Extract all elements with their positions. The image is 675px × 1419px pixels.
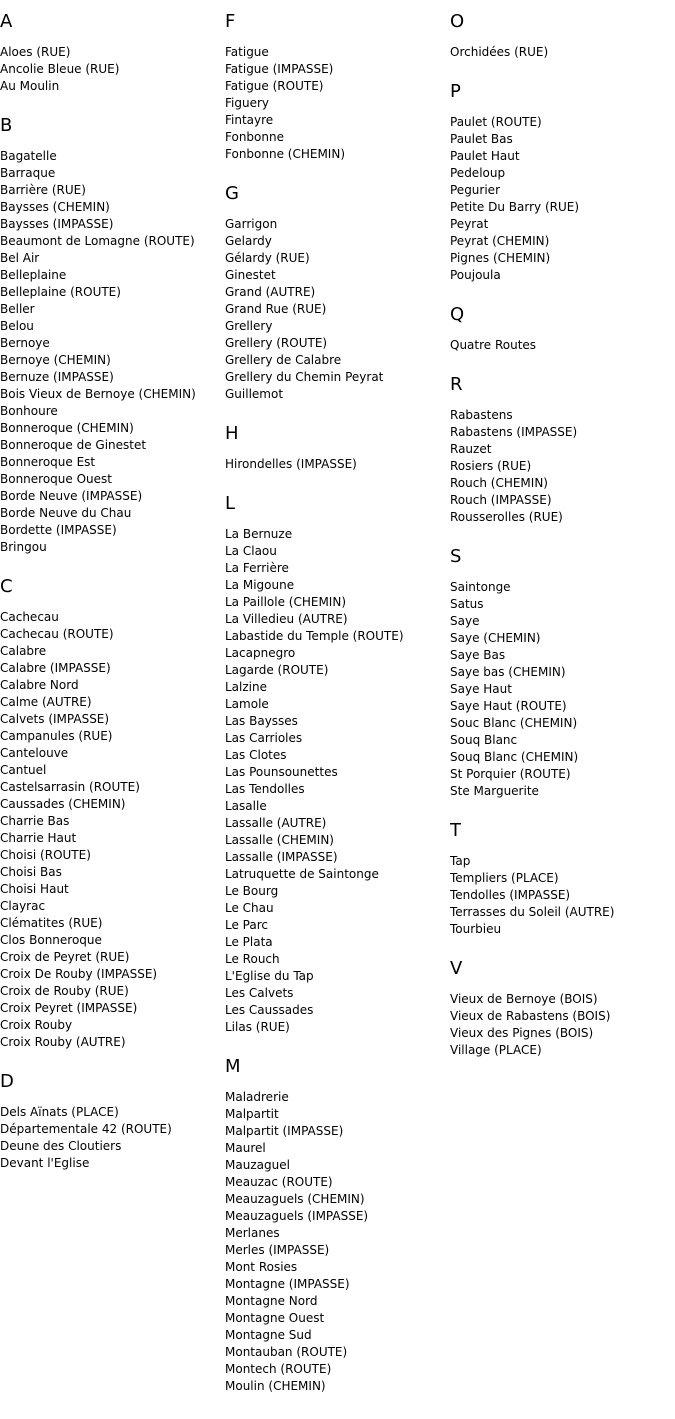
street-link[interactable]: Templiers (PLACE)	[450, 871, 559, 885]
street-link[interactable]: Les Calvets	[225, 986, 294, 1000]
street-link[interactable]: Saye bas (CHEMIN)	[450, 665, 566, 679]
street-link[interactable]: Barrière (RUE)	[0, 183, 86, 197]
letter-heading: D	[0, 1071, 14, 1092]
street-link[interactable]: Guillemot	[225, 387, 284, 401]
street-link[interactable]: Souc Blanc (CHEMIN)	[450, 716, 578, 730]
letter-group	[0, 12, 222, 95]
street-link[interactable]: Bel Air	[0, 251, 40, 265]
street-list	[450, 44, 672, 61]
street-link[interactable]: Saye Haut	[450, 682, 512, 696]
street-link[interactable]: Mauzaguel	[225, 1158, 290, 1172]
letter-group	[450, 82, 672, 284]
street-column-2	[225, 12, 447, 1416]
street-link[interactable]: Fonbonne	[225, 130, 284, 144]
street-column-3	[450, 12, 672, 1080]
street-link[interactable]: Montagne Sud	[225, 1328, 312, 1342]
street-link[interactable]: La Claou	[225, 544, 277, 558]
street-list	[225, 1089, 447, 1395]
street-link[interactable]: Rousserolles (RUE)	[450, 510, 563, 524]
street-link[interactable]: Malpartit	[225, 1107, 279, 1121]
street-list	[225, 526, 447, 1036]
street-link[interactable]: Cachecau	[0, 610, 59, 624]
street-link[interactable]: La Villedieu (AUTRE)	[225, 612, 348, 626]
street-link[interactable]: Grellery de Calabre	[225, 353, 342, 367]
street-link[interactable]: Clos Bonneroque	[0, 933, 102, 947]
street-link[interactable]: Pignes (CHEMIN)	[450, 251, 551, 265]
letter-heading: H	[225, 423, 239, 444]
street-link[interactable]: Ancolie Bleue (RUE)	[0, 62, 120, 76]
street-list	[450, 579, 672, 800]
street-link[interactable]: Meauzaguels (IMPASSE)	[225, 1209, 369, 1223]
street-link[interactable]: Bernuze (IMPASSE)	[0, 370, 114, 384]
street-link[interactable]: Rouch (IMPASSE)	[450, 493, 552, 507]
street-link[interactable]: Lassalle (AUTRE)	[225, 816, 327, 830]
street-link[interactable]: Croix de Peyret (RUE)	[0, 950, 130, 964]
letter-group	[450, 305, 672, 354]
street-link[interactable]: Au Moulin	[0, 79, 60, 93]
street-link[interactable]: Calabre Nord	[0, 678, 79, 692]
street-link[interactable]: Rabastens (IMPASSE)	[450, 425, 578, 439]
street-link[interactable]: Vieux de Bernoye (BOIS)	[450, 992, 598, 1006]
street-link[interactable]: Paulet (ROUTE)	[450, 115, 542, 129]
street-link[interactable]: Beller	[0, 302, 35, 316]
letter-group	[225, 1057, 447, 1395]
street-link[interactable]: St Porquier (ROUTE)	[450, 767, 571, 781]
street-link[interactable]: Satus	[450, 597, 484, 611]
street-list	[450, 991, 672, 1059]
street-link[interactable]: Vieux des Pignes (BOIS)	[450, 1026, 594, 1040]
street-link[interactable]: Paulet Bas	[450, 132, 513, 146]
street-link[interactable]: Tourbieu	[450, 922, 502, 936]
street-list	[225, 44, 447, 163]
street-link[interactable]: Lasalle	[225, 799, 267, 813]
street-link[interactable]: Labastide du Temple (ROUTE)	[225, 629, 404, 643]
street-link[interactable]: Croix de Rouby (RUE)	[0, 984, 129, 998]
street-link[interactable]: Lalzine	[225, 680, 267, 694]
street-list	[450, 407, 672, 526]
street-link[interactable]: Las Pounsounettes	[225, 765, 338, 779]
letter-group	[225, 424, 447, 473]
street-link[interactable]: Saye (CHEMIN)	[450, 631, 541, 645]
street-link[interactable]: Barraque	[0, 166, 56, 180]
street-list	[225, 216, 447, 403]
street-link[interactable]: Choisi Bas	[0, 865, 62, 879]
street-link[interactable]: Charrie Haut	[0, 831, 77, 845]
street-link[interactable]: Lacapnegro	[225, 646, 296, 660]
letter-group	[450, 959, 672, 1059]
letter-group	[450, 12, 672, 61]
street-link[interactable]: La Bernuze	[225, 527, 293, 541]
street-link[interactable]: Gélardy (RUE)	[225, 251, 310, 265]
street-link[interactable]: Aloes (RUE)	[0, 45, 71, 59]
street-link[interactable]: Fatigue (ROUTE)	[225, 79, 324, 93]
street-link[interactable]: Tap	[450, 854, 471, 868]
street-link[interactable]: Lamole	[225, 697, 269, 711]
street-link[interactable]: Mont Rosies	[225, 1260, 298, 1274]
street-link[interactable]: Départementale 42 (ROUTE)	[0, 1122, 172, 1136]
letter-group	[0, 116, 222, 556]
street-link[interactable]: Caussades (CHEMIN)	[0, 797, 126, 811]
street-link[interactable]: Le Plata	[225, 935, 273, 949]
street-link[interactable]: Maladrerie	[225, 1090, 289, 1104]
street-link[interactable]: L'Eglise du Tap	[225, 969, 314, 983]
letter-heading: G	[225, 183, 239, 204]
street-link[interactable]: La Paillole (CHEMIN)	[225, 595, 346, 609]
street-list	[450, 114, 672, 284]
street-link[interactable]: Le Chau	[225, 901, 274, 915]
street-link[interactable]: Calvets (IMPASSE)	[0, 712, 110, 726]
street-link[interactable]: Bonneroque (CHEMIN)	[0, 421, 134, 435]
street-column-1	[0, 12, 222, 1193]
letter-heading: L	[225, 493, 236, 514]
street-link[interactable]: Lassalle (CHEMIN)	[225, 833, 334, 847]
street-link[interactable]: Beaumont de Lomagne (ROUTE)	[0, 234, 195, 248]
street-link[interactable]: Lilas (RUE)	[225, 1020, 290, 1034]
letter-group	[225, 12, 447, 163]
street-link[interactable]: Paulet Haut	[450, 149, 520, 163]
street-link[interactable]: Ste Marguerite	[450, 784, 539, 798]
street-link[interactable]: Cantuel	[0, 763, 47, 777]
street-link[interactable]: Clématites (RUE)	[0, 916, 103, 930]
street-link[interactable]: Bringou	[0, 540, 47, 554]
street-list	[450, 853, 672, 938]
street-link[interactable]: Latruquette de Saintonge	[225, 867, 379, 881]
street-link[interactable]: Tendolles (IMPASSE)	[450, 888, 571, 902]
street-link[interactable]: Village (PLACE)	[450, 1043, 542, 1057]
street-link[interactable]: Grellery (ROUTE)	[225, 336, 328, 350]
street-link[interactable]: Calabre	[0, 644, 47, 658]
street-link[interactable]: Montauban (ROUTE)	[225, 1345, 348, 1359]
letter-heading: B	[0, 115, 13, 136]
street-link[interactable]: Bois Vieux de Bernoye (CHEMIN)	[0, 387, 196, 401]
street-link[interactable]: Montagne Nord	[225, 1294, 318, 1308]
street-link[interactable]: Belleplaine (ROUTE)	[0, 285, 121, 299]
street-link[interactable]: Belleplaine	[0, 268, 67, 282]
letter-group	[450, 821, 672, 938]
street-link[interactable]: Campanules (RUE)	[0, 729, 113, 743]
letter-group	[225, 184, 447, 403]
street-link[interactable]: Calme (AUTRE)	[0, 695, 92, 709]
street-link[interactable]: Bonneroque Ouest	[0, 472, 112, 486]
street-list	[0, 609, 222, 1051]
street-link[interactable]: Bonhoure	[0, 404, 58, 418]
letter-heading: O	[450, 11, 465, 32]
street-link[interactable]: Montagne Ouest	[225, 1311, 325, 1325]
street-link[interactable]: Grand (AUTRE)	[225, 285, 316, 299]
street-link[interactable]: Quatre Routes	[450, 338, 537, 352]
street-link[interactable]: Peyrat (CHEMIN)	[450, 234, 550, 248]
street-link[interactable]: Bonneroque de Ginestet	[0, 438, 147, 452]
street-link[interactable]: Figuery	[225, 96, 270, 110]
street-link[interactable]: Terrasses du Soleil (AUTRE)	[450, 905, 615, 919]
street-link[interactable]: Ginestet	[225, 268, 276, 282]
street-link[interactable]: Montech (ROUTE)	[225, 1362, 332, 1376]
street-link[interactable]: Las Carrioles	[225, 731, 303, 745]
street-link[interactable]: Croix Rouby	[0, 1018, 73, 1032]
letter-heading: R	[450, 374, 463, 395]
letter-heading: C	[0, 576, 13, 597]
letter-heading: P	[450, 81, 461, 102]
street-link[interactable]: Baysses (CHEMIN)	[0, 200, 110, 214]
street-link[interactable]: Las Clotes	[225, 748, 287, 762]
street-link[interactable]: Orchidées (RUE)	[450, 45, 549, 59]
street-link[interactable]: Hirondelles (IMPASSE)	[225, 457, 357, 471]
street-link[interactable]: Baysses (IMPASSE)	[0, 217, 114, 231]
letter-heading: V	[450, 958, 463, 979]
street-link[interactable]: Les Caussades	[225, 1003, 314, 1017]
street-link[interactable]: Rosiers (RUE)	[450, 459, 532, 473]
letter-group	[0, 1072, 222, 1172]
street-link[interactable]: Croix Rouby (AUTRE)	[0, 1035, 126, 1049]
street-link[interactable]: Poujoula	[450, 268, 501, 282]
street-link[interactable]: Pegurier	[450, 183, 500, 197]
street-link[interactable]: Saintonge	[450, 580, 511, 594]
street-link[interactable]: Las Tendolles	[225, 782, 305, 796]
street-link[interactable]: Fatigue (IMPASSE)	[225, 62, 334, 76]
street-link[interactable]: Montagne (IMPASSE)	[225, 1277, 350, 1291]
street-link[interactable]: Croix De Rouby (IMPASSE)	[0, 967, 158, 981]
street-list	[450, 337, 672, 354]
letter-heading: S	[450, 546, 462, 567]
letter-heading: F	[225, 11, 236, 32]
street-link[interactable]: Grellery du Chemin Peyrat	[225, 370, 384, 384]
street-link[interactable]: Moulin (CHEMIN)	[225, 1379, 326, 1393]
street-link[interactable]: Maurel	[225, 1141, 266, 1155]
street-link[interactable]: Castelsarrasin (ROUTE)	[0, 780, 140, 794]
street-link[interactable]: Le Rouch	[225, 952, 280, 966]
street-link[interactable]: Cantelouve	[0, 746, 69, 760]
street-link[interactable]: Bonneroque Est	[0, 455, 96, 469]
street-list	[0, 1104, 222, 1172]
street-link[interactable]: Charrie Bas	[0, 814, 70, 828]
letter-heading: M	[225, 1056, 241, 1077]
street-link[interactable]: Grellery	[225, 319, 273, 333]
street-link[interactable]: Fatigue	[225, 45, 269, 59]
street-link[interactable]: Merlanes	[225, 1226, 280, 1240]
street-link[interactable]: Saye	[450, 614, 480, 628]
letter-group	[225, 494, 447, 1036]
street-link[interactable]: Pedeloup	[450, 166, 506, 180]
street-link[interactable]: Saye Bas	[450, 648, 506, 662]
street-link[interactable]: Las Baysses	[225, 714, 298, 728]
street-link[interactable]: Belou	[0, 319, 34, 333]
street-link[interactable]: Saye Haut (ROUTE)	[450, 699, 567, 713]
street-link[interactable]: Souq Blanc	[450, 733, 518, 747]
street-link[interactable]: Deune des Cloutiers	[0, 1139, 122, 1153]
street-link[interactable]: Bernoye	[0, 336, 50, 350]
street-link[interactable]: Meauzac (ROUTE)	[225, 1175, 333, 1189]
street-link[interactable]: Lassalle (IMPASSE)	[225, 850, 338, 864]
street-link[interactable]: Rabastens	[450, 408, 513, 422]
street-link[interactable]: Garrigon	[225, 217, 278, 231]
street-link[interactable]: Choisi (ROUTE)	[0, 848, 91, 862]
letter-group	[0, 577, 222, 1051]
letter-heading: A	[0, 11, 13, 32]
street-link[interactable]: Borde Neuve (IMPASSE)	[0, 489, 143, 503]
street-link[interactable]: Le Bourg	[225, 884, 279, 898]
letter-heading: T	[450, 820, 461, 841]
street-link[interactable]: Petite Du Barry (RUE)	[450, 200, 580, 214]
street-link[interactable]: Fintayre	[225, 113, 274, 127]
street-link[interactable]: Cachecau (ROUTE)	[0, 627, 114, 641]
street-link[interactable]: Vieux de Rabastens (BOIS)	[450, 1009, 611, 1023]
street-link[interactable]: Bagatelle	[0, 149, 57, 163]
street-link[interactable]: Borde Neuve du Chau	[0, 506, 132, 520]
street-link[interactable]: La Ferrière	[225, 561, 289, 575]
street-link[interactable]: Meauzaguels (CHEMIN)	[225, 1192, 365, 1206]
street-link[interactable]: Lagarde (ROUTE)	[225, 663, 329, 677]
street-link[interactable]: Bernoye (CHEMIN)	[0, 353, 111, 367]
street-link[interactable]: Rouch (CHEMIN)	[450, 476, 548, 490]
street-link[interactable]: Devant l'Eglise	[0, 1156, 90, 1170]
street-link[interactable]: Dels Aïnats (PLACE)	[0, 1105, 119, 1119]
street-link[interactable]: Le Parc	[225, 918, 268, 932]
street-link[interactable]: Clayrac	[0, 899, 46, 913]
letter-group	[450, 375, 672, 526]
street-link[interactable]: Grand Rue (RUE)	[225, 302, 327, 316]
street-link[interactable]: Merles (IMPASSE)	[225, 1243, 330, 1257]
street-link[interactable]: Souq Blanc (CHEMIN)	[450, 750, 579, 764]
street-link[interactable]: Gelardy	[225, 234, 272, 248]
street-list	[0, 44, 222, 95]
street-link[interactable]: Peyrat	[450, 217, 489, 231]
street-list	[0, 148, 222, 556]
street-link[interactable]: Fonbonne (CHEMIN)	[225, 147, 346, 161]
street-link[interactable]: Rauzet	[450, 442, 492, 456]
street-link[interactable]: La Migoune	[225, 578, 295, 592]
street-link[interactable]: Malpartit (IMPASSE)	[225, 1124, 344, 1138]
street-link[interactable]: Choisi Haut	[0, 882, 69, 896]
street-link[interactable]: Bordette (IMPASSE)	[0, 523, 117, 537]
letter-group	[450, 547, 672, 800]
street-link[interactable]: Croix Peyret (IMPASSE)	[0, 1001, 138, 1015]
street-link[interactable]: Calabre (IMPASSE)	[0, 661, 111, 675]
street-list	[225, 456, 447, 473]
letter-heading: Q	[450, 304, 465, 325]
